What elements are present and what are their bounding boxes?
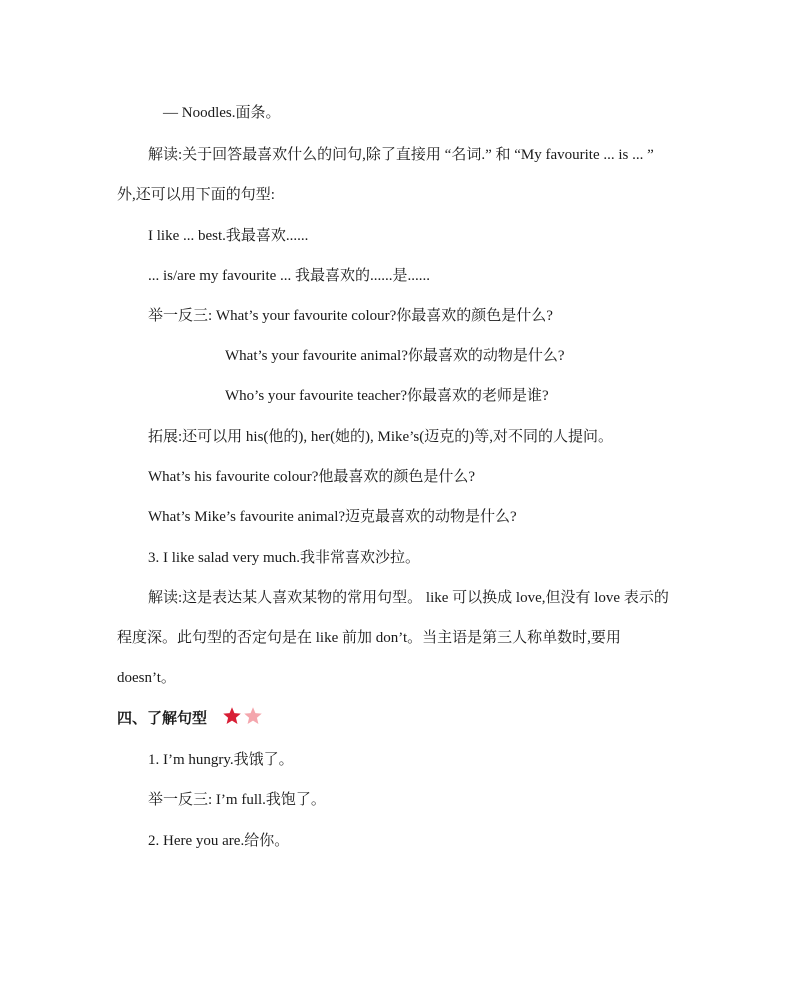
text-line: 2. Here you are.给你。 — [148, 833, 290, 849]
text-line: 拓展:还可以用 his(他的), her(她的), Mike’s(迈克的)等,对不同的人提问。 — [148, 429, 613, 445]
text-line: 外,还可以用下面的句型: — [117, 187, 275, 203]
text-line: doesn’t。 — [117, 670, 176, 686]
text-line: What’s your favourite animal?你最喜欢的动物是什么? — [225, 348, 565, 364]
text-line: 解读:这是表达某人喜欢某物的常用句型。 like 可以换成 love,但没有 love 表示的 — [148, 590, 669, 606]
text-line: 1. I’m hungry.我饿了。 — [148, 752, 294, 768]
section-heading: 四、了解句型 — [117, 709, 208, 727]
difficulty-rating — [222, 706, 263, 726]
star-empty-icon — [243, 706, 263, 726]
text-line: 解读:关于回答最喜欢什么的问句,除了直接用 “名词.” 和 “My favourite ... is ... ” — [148, 147, 654, 163]
text-line: 举一反三: What’s your favourite colour?你最喜欢的颜色是什么? — [148, 308, 553, 324]
text-line: 3. I like salad very much.我非常喜欢沙拉。 — [148, 550, 421, 566]
text-line: What’s Mike’s favourite animal?迈克最喜欢的动物是什么? — [148, 509, 517, 525]
text-line: What’s his favourite colour?他最喜欢的颜色是什么? — [148, 469, 476, 485]
text-line: ... is/are my favourite ... 我最喜欢的......是...... — [148, 268, 431, 284]
text-line: I like ... best.我最喜欢...... — [148, 228, 309, 244]
text-line: 举一反三: I’m full.我饱了。 — [148, 792, 326, 808]
text-line: Who’s your favourite teacher?你最喜欢的老师是谁? — [225, 388, 549, 404]
text-line: — Noodles.面条。 — [163, 105, 281, 121]
star-filled-icon — [222, 706, 242, 726]
text-line: 程度深。此句型的否定句是在 like 前加 don’t。当主语是第三人称单数时,要用 — [117, 630, 621, 646]
